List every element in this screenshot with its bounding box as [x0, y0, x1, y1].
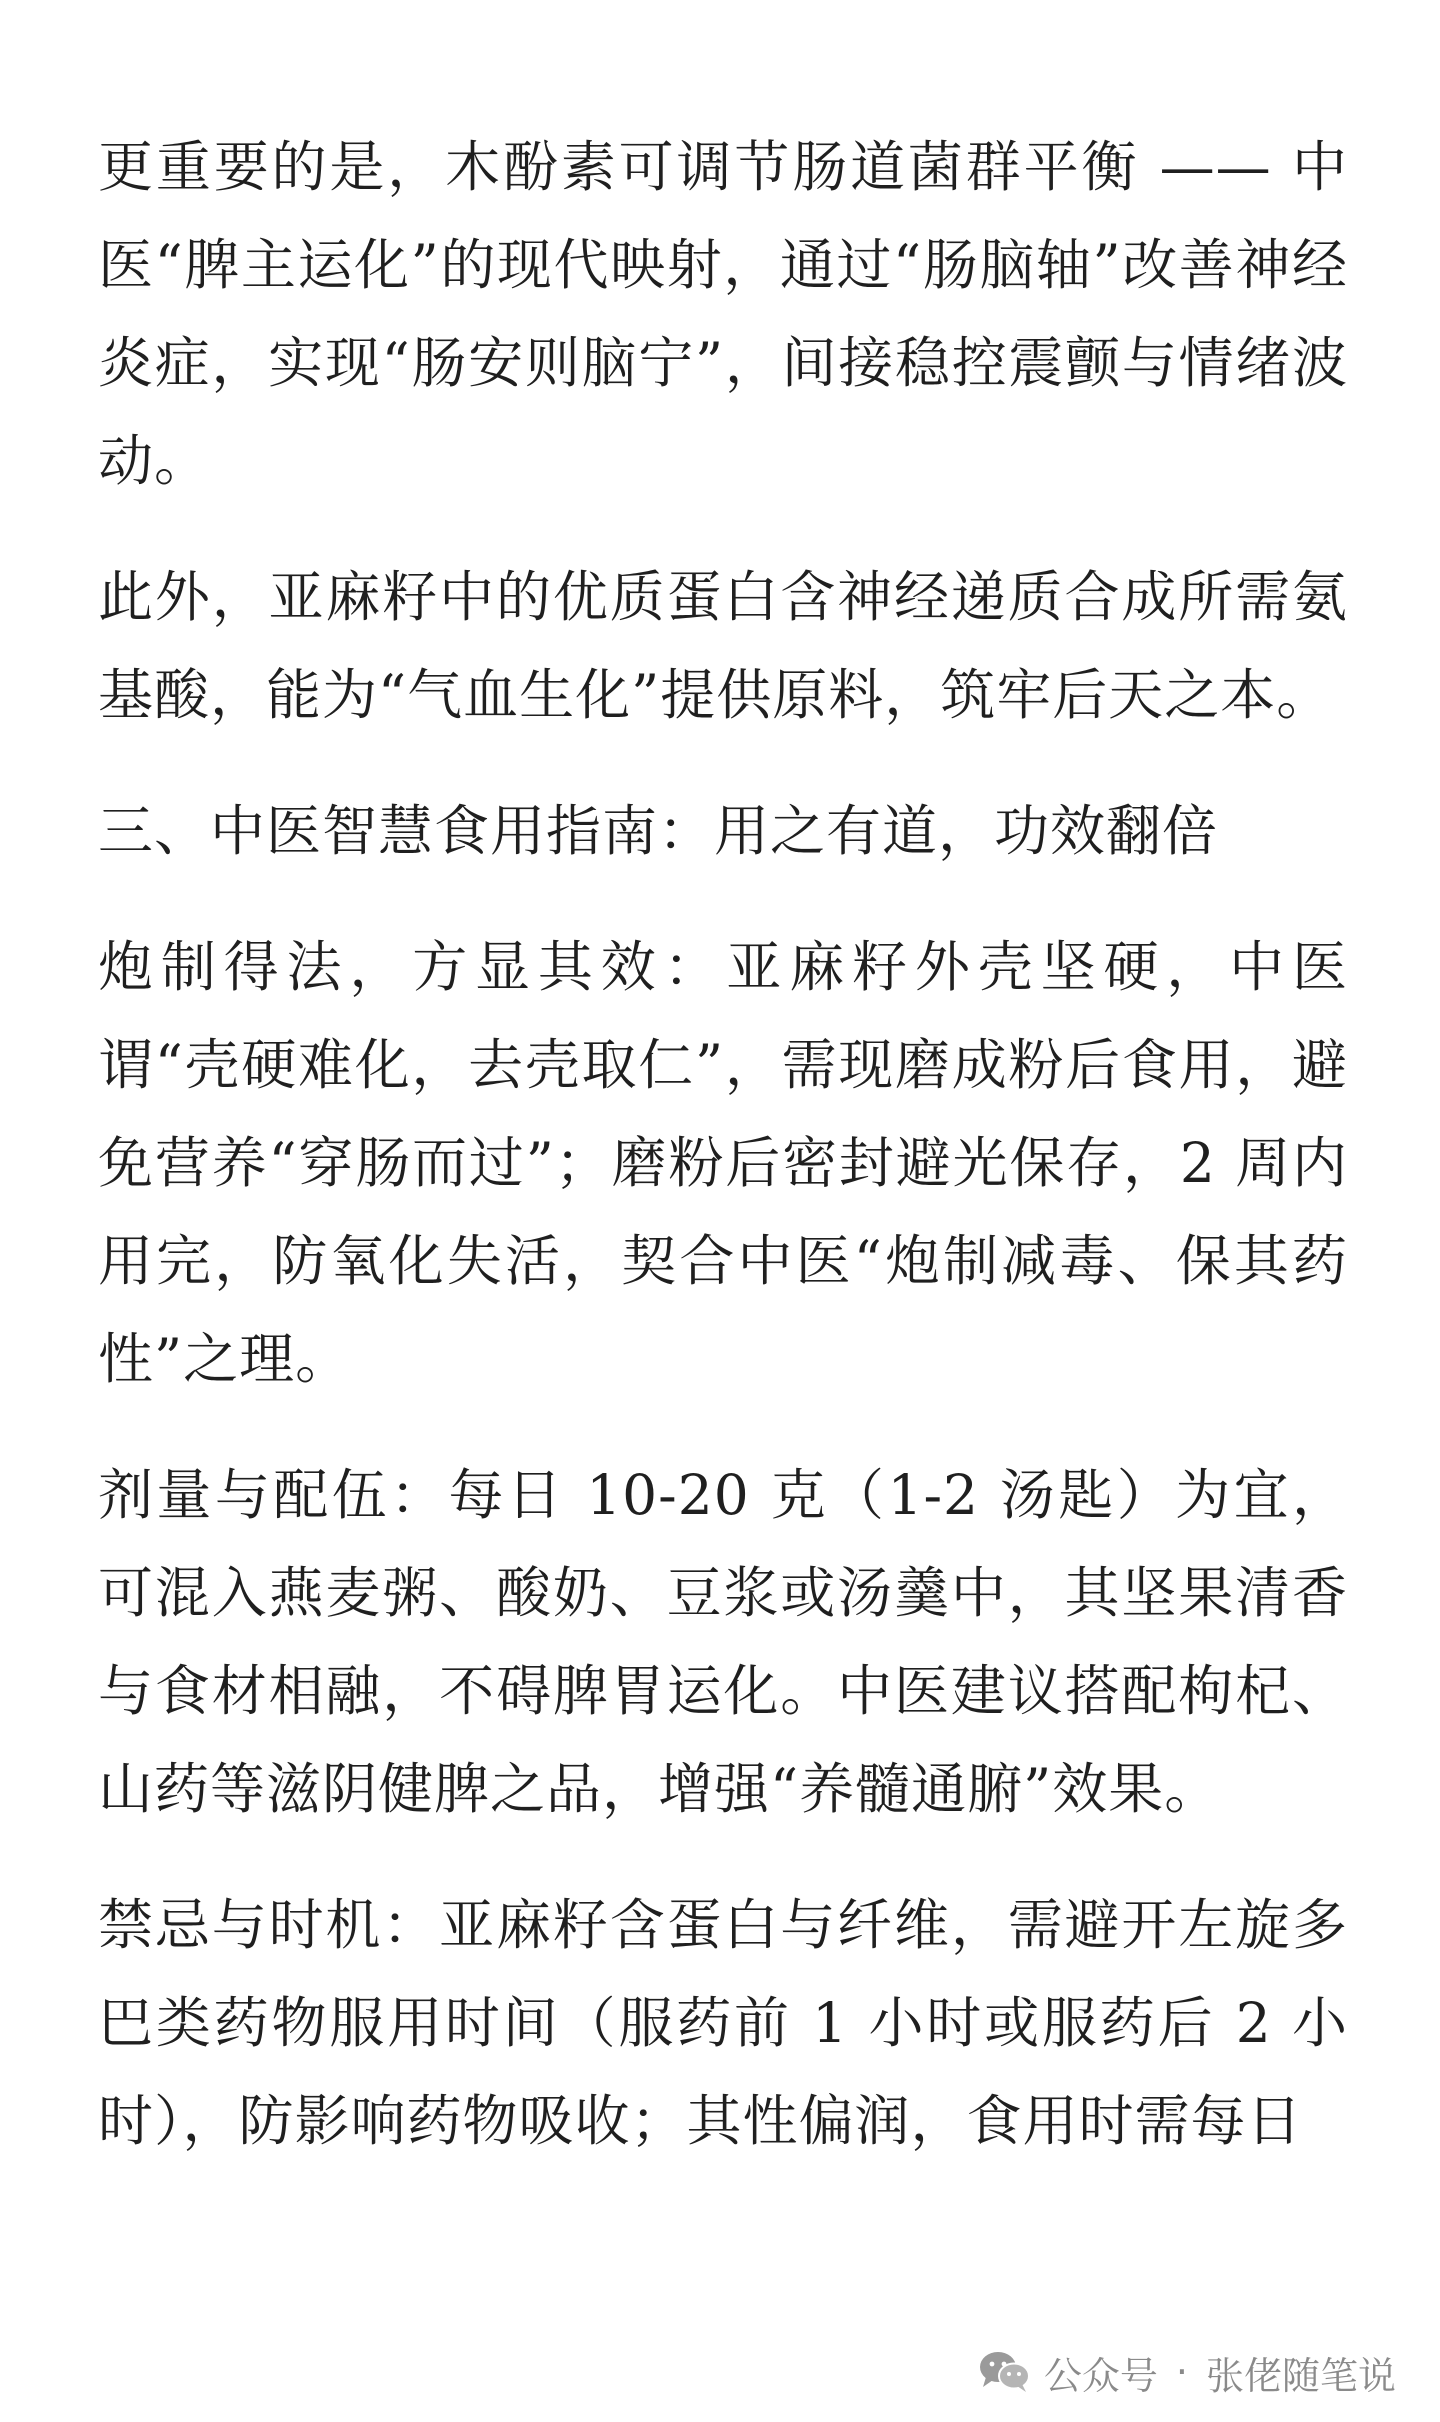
- watermark-author: 张佬随笔说: [1205, 2353, 1396, 2398]
- paragraph-contraindications: 禁忌与时机：亚麻籽含蛋白与纤维，需避开左旋多巴类药物服用时间（服药前 1 小时或服药后 2 小时），防影响药物吸收；其性偏润，食用时需每日: [98, 1893, 1348, 2153]
- paragraph-protein: 此外，亚麻籽中的优质蛋白含神经递质合成所需氨基酸，能为“气血生化”提供原料，筑牢后天之本。: [98, 565, 1348, 727]
- watermark-separator: ·: [1175, 2350, 1188, 2394]
- paragraph-lignan-gut: 更重要的是，木酚素可调节肠道菌群平衡 —— 中医“脾主运化”的现代映射，通过“肠脑轴”改善神经炎症，实现“肠安则脑宁”，间接稳控震颤与情绪波动。: [98, 135, 1348, 493]
- section-heading: 三、中医智慧食用指南：用之有道，功效翻倍: [98, 799, 1219, 863]
- wechat-icon: [978, 2349, 1032, 2395]
- article-body: [98, 118, 1348, 2208]
- paragraph-preparation: 炮制得法，方显其效：亚麻籽外壳坚硬，中医谓“壳硬难化，去壳取仁”，需现磨成粉后食用，避免营养“穿肠而过”；磨粉后密封避光保存，2 周内用完，防氧化失活，契合中医“炮制减毒、保其药性”之理。: [98, 935, 1348, 1391]
- account-watermark: [978, 2342, 1396, 2402]
- paragraph-dosage: 剂量与配伍：每日 10-20 克（1-2 汤匙）为宜，可混入燕麦粥、酸奶、豆浆或汤羹中，其坚果清香与食材相融，不碍脾胃运化。中医建议搭配枸杞、山药等滋阴健脾之品，增强“养髓通腑”效果。: [98, 1463, 1348, 1821]
- watermark-label: 公众号: [1043, 2353, 1158, 2398]
